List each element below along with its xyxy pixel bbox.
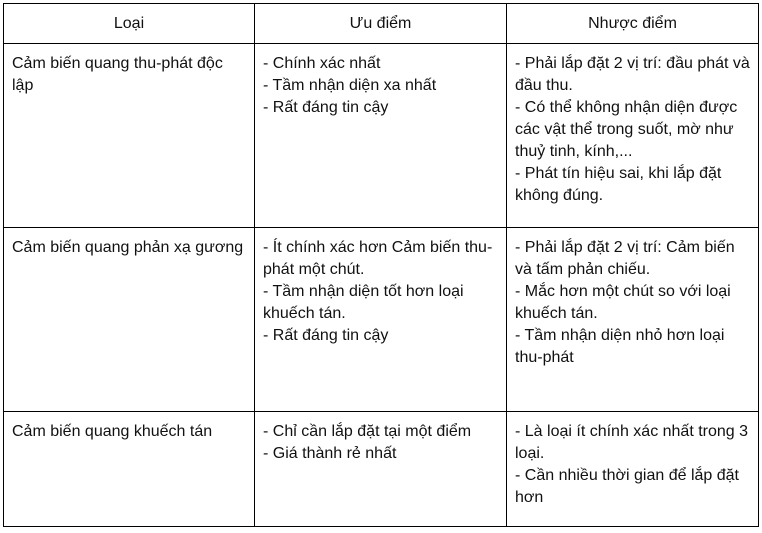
pros-cell: [255, 44, 507, 228]
cons-item: - Cần nhiều thời gian để lắp đặt hơn: [515, 467, 739, 506]
pros-item: - Rất đáng tin cậy: [263, 327, 389, 344]
pros-item: - Chỉ cần lắp đặt tại một điểm: [263, 423, 472, 440]
pros-item: - Tầm nhận diện tốt hơn loại khuếch tán.: [263, 283, 464, 322]
pros-item: - Chính xác nhất: [263, 55, 381, 72]
cons-item: - Phát tín hiệu sai, khi lắp đặt không đúng.: [515, 165, 722, 204]
header-cons: Nhược điểm: [507, 4, 759, 44]
cons-item: - Mắc hơn một chút so với loại khuếch tán.: [515, 283, 731, 322]
pros-cell: [255, 412, 507, 527]
pros-item: - Rất đáng tin cậy: [263, 99, 389, 116]
pros-item: - Ít chính xác hơn Cảm biến thu-phát một chút.: [263, 239, 493, 278]
cons-cell: [507, 412, 759, 527]
sensor-type-cell: Cảm biến quang khuếch tán: [4, 412, 255, 527]
comparison-table: [3, 3, 759, 527]
header-row: [4, 4, 759, 44]
cons-item: - Có thể không nhận diện được các vật thể trong suốt, mờ như thuỷ tinh, kính,...: [515, 99, 738, 160]
cons-cell: [507, 44, 759, 228]
header-pros: Ưu điểm: [255, 4, 507, 44]
header-type: Loại: [4, 4, 255, 44]
sensor-type-cell: Cảm biến quang phản xạ gương: [4, 228, 255, 412]
table-row: [4, 44, 759, 228]
cons-item: - Tầm nhận diện nhỏ hơn loại thu-phát: [515, 327, 725, 366]
pros-item: - Tầm nhận diện xa nhất: [263, 77, 437, 94]
sensor-type-cell: Cảm biến quang thu-phát độc lập: [4, 44, 255, 228]
cons-item: - Là loại ít chính xác nhất trong 3 loại.: [515, 423, 749, 462]
pros-cell: [255, 228, 507, 412]
cons-item: - Phải lắp đặt 2 vị trí: Cảm biến và tấm phản chiếu.: [515, 239, 735, 278]
table-row: [4, 412, 759, 527]
pros-item: - Giá thành rẻ nhất: [263, 445, 397, 462]
cons-item: - Phải lắp đặt 2 vị trí: đầu phát và đầu thu.: [515, 55, 750, 94]
table-row: [4, 228, 759, 412]
cons-cell: [507, 228, 759, 412]
